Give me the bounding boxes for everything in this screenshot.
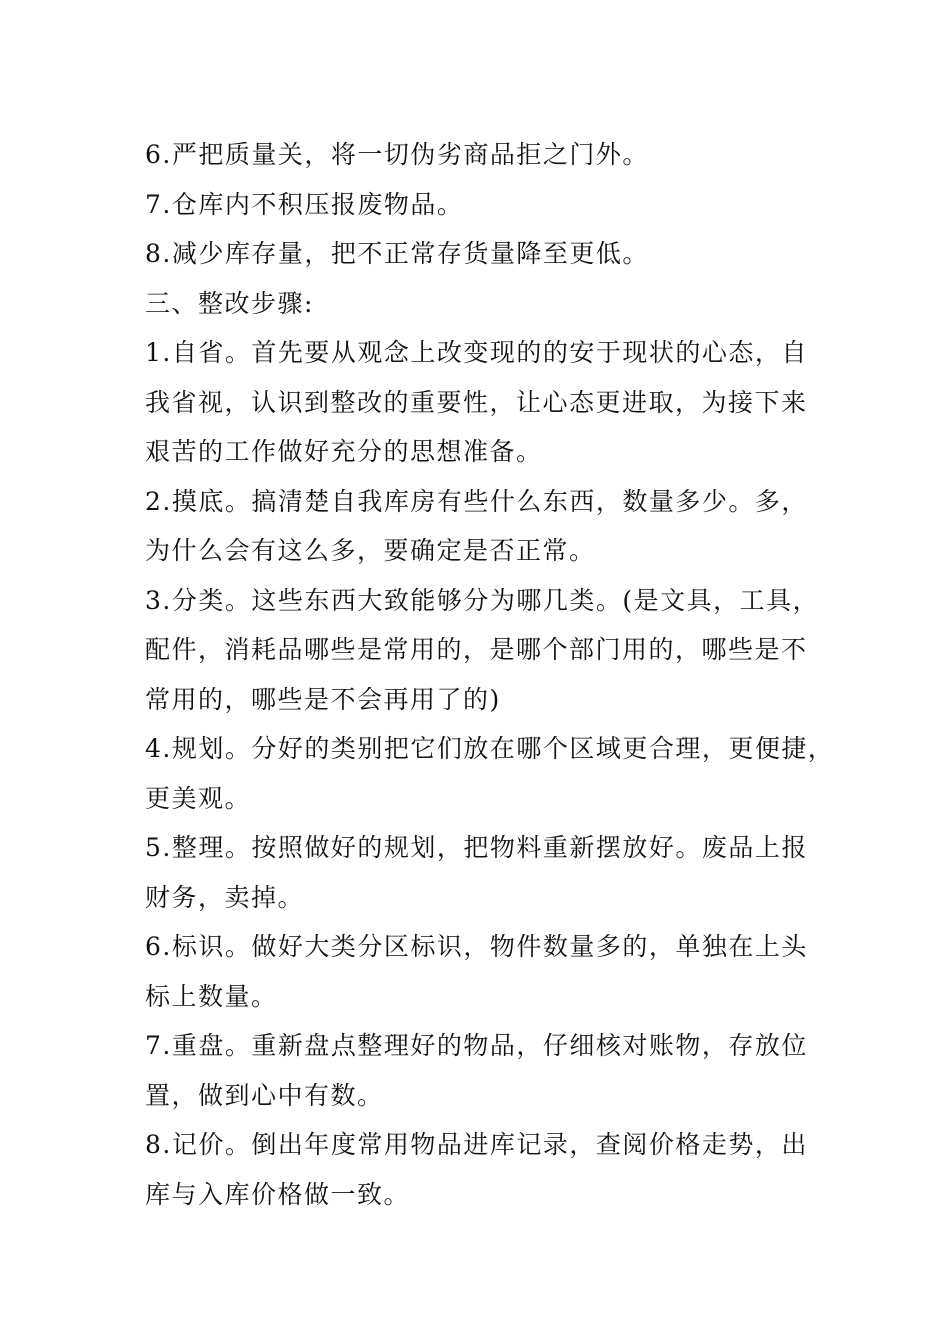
section-heading: 三、整改步骤: bbox=[145, 288, 314, 318]
text-line: 5.整理。按照做好的规划，把物料重新摆放好。废品上报 bbox=[145, 833, 808, 862]
text-line: 更美观。 bbox=[145, 783, 252, 813]
text-line: 3.分类。这些东西大致能够分为哪几类。(是文具，工具， bbox=[145, 585, 820, 615]
text-line: 8.记价。倒出年度常用物品进库记录，查阅价格走势，出 bbox=[145, 1130, 808, 1159]
text-line: 常用的，哪些是不会再用了的) bbox=[145, 684, 501, 714]
text-line: 置，做到心中有数。 bbox=[145, 1080, 384, 1110]
text-line: 我省视，认识到整改的重要性，让心态更进取，为接下来 bbox=[145, 387, 808, 417]
text-line: 6.标识。做好大类分区标识，物件数量多的，单独在上头 bbox=[145, 932, 808, 961]
text-line: 财务，卖掉。 bbox=[145, 882, 305, 912]
text-line: 库与入库价格做一致。 bbox=[145, 1179, 411, 1209]
text-line: 4.规划。分好的类别把它们放在哪个区域更合理，更便捷， bbox=[145, 734, 835, 763]
text-line: 7.仓库内不积压报废物品。 bbox=[145, 189, 464, 219]
text-line: 7.重盘。重新盘点整理好的物品，仔细核对账物，存放位 bbox=[145, 1031, 808, 1060]
text-line: 配件，消耗品哪些是常用的，是哪个部门用的，哪些是不 bbox=[145, 635, 808, 664]
text-line: 8.减少库存量，把不正常存货量降至更低。 bbox=[145, 239, 649, 268]
text-line: 标上数量。 bbox=[145, 981, 278, 1011]
document-body bbox=[145, 130, 835, 1219]
text-line: 艰苦的工作做好充分的思想准备。 bbox=[145, 437, 543, 466]
text-line: 2.摸底。搞清楚自我库房有些什么东西，数量多少。多， bbox=[145, 486, 808, 516]
text-line: 为什么会有这么多，要确定是否正常。 bbox=[145, 536, 596, 565]
text-line: 1.自省。首先要从观念上改变现的的安于现状的心态，自 bbox=[145, 338, 808, 367]
text-line: 6.严把质量关，将一切伪劣商品拒之门外。 bbox=[145, 140, 649, 169]
